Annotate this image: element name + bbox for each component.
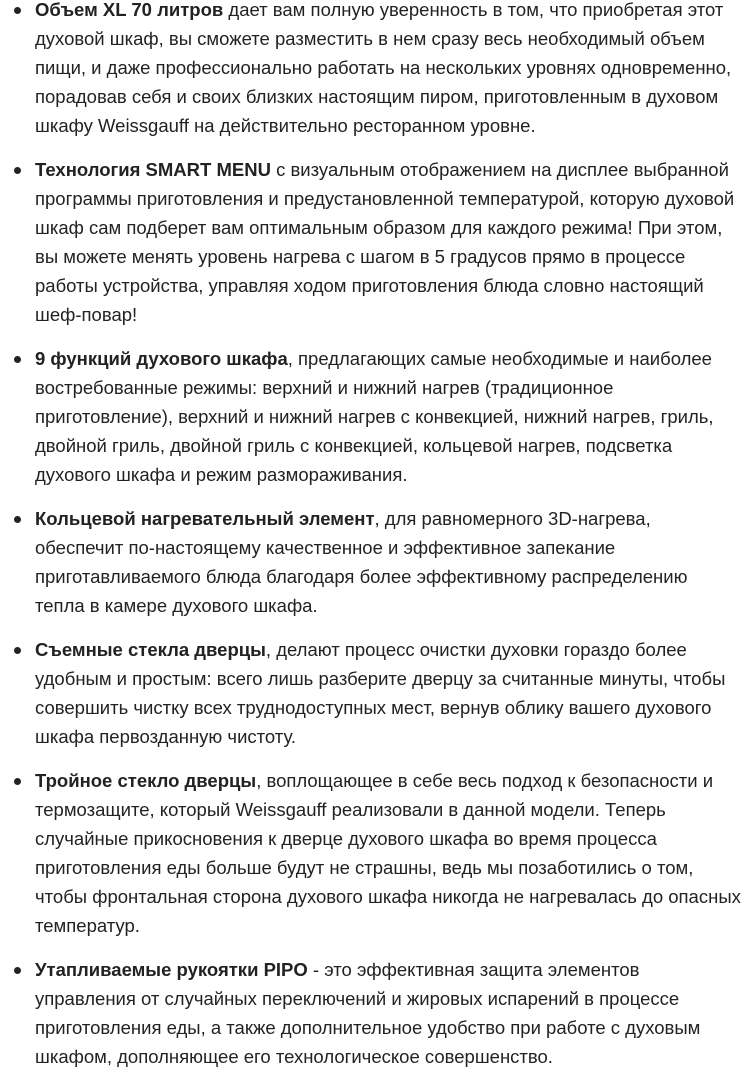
feature-separator: , (265, 639, 277, 660)
feature-title: Технология SMART MENU (35, 159, 271, 180)
feature-separator: , (287, 348, 299, 369)
list-item (35, 0, 741, 140)
feature-text: для равномерного 3D-нагрева, обеспечит по-настоящему качественное и эффективное запекание приготавливаемого блюда благодаря более эффективному распределению тепла в камере духового шкафа. (35, 508, 688, 616)
list-item (35, 955, 741, 1071)
list-item (35, 504, 741, 620)
feature-text: дает вам полную уверенность в том, что приобретая этот духовой шкаф, вы сможете разместить в нем сразу весь необходимый объем пищи, и даже профессионально работать на нескольких уровнях одновременно, порадовав себя и своих близких настоящим пиром, приготовленным в духовом шкафу Weissgauff на действительно ресторанном уровне. (35, 0, 732, 136)
feature-text: это эффективная защита элементов управления от случайных переключений и жировых испарений в процессе приготовления еды, а также дополнительное удобство при работе с духовым шкафом, дополняющее его технологическое совершенство. (35, 959, 701, 1067)
feature-title: Кольцевой нагревательный элемент (35, 508, 375, 529)
list-item (35, 155, 741, 329)
feature-text: с визуальным отображением на дисплее выбранной программы приготовления и предустановленной температурой, которую духовой шкаф сам подберет вам оптимальным образом для каждого режима! При этом, вы можете менять уровень нагрева с шагом в 5 градусов прямо в процессе работы устройства, управляя ходом приготовления блюда словно настоящий шеф-повар! (35, 159, 735, 325)
list-item (35, 635, 741, 751)
feature-separator: - (307, 959, 325, 980)
feature-text: делают процесс очистки духовки гораздо более удобным и простым: всего лишь разберите дверцу за считанные минуты, чтобы совершить чистку всех труднодоступных мест, вернув облику вашего духового шкафа первозданную чистоту. (35, 639, 726, 747)
feature-text: предлагающих самые необходимые и наиболее востребованные режимы: верхний и нижний нагрев (традиционное приготовление), верхний и нижний нагрев с конвекцией, нижний нагрев, гриль, двойной гриль, двойной гриль с конвекцией, кольцевой нагрев, подсветка духового шкафа и режим размораживания. (35, 348, 714, 485)
feature-title: 9 функций духового шкафа (35, 348, 288, 369)
feature-separator: , (256, 770, 267, 791)
feature-title: Утапливаемые рукоятки PIPO (35, 959, 308, 980)
list-item (35, 766, 741, 940)
feature-separator: , (374, 508, 385, 529)
feature-title: Объем XL 70 литров (35, 0, 224, 20)
feature-title: Съемные стекла дверцы (35, 639, 266, 660)
list-item (35, 344, 741, 489)
feature-title: Тройное стекло дверцы (35, 770, 257, 791)
feature-text: воплощающее в себе весь подход к безопасности и термозащите, который Weissgauff реализовали в данной модели. Теперь случайные прикосновения к дверце духового шкафа во время процесса приготовления еды больше будут не страшны, ведь мы позаботились о том, чтобы фронтальная сторона духового шкафа никогда не нагревалась до опасных температур. (35, 770, 741, 936)
